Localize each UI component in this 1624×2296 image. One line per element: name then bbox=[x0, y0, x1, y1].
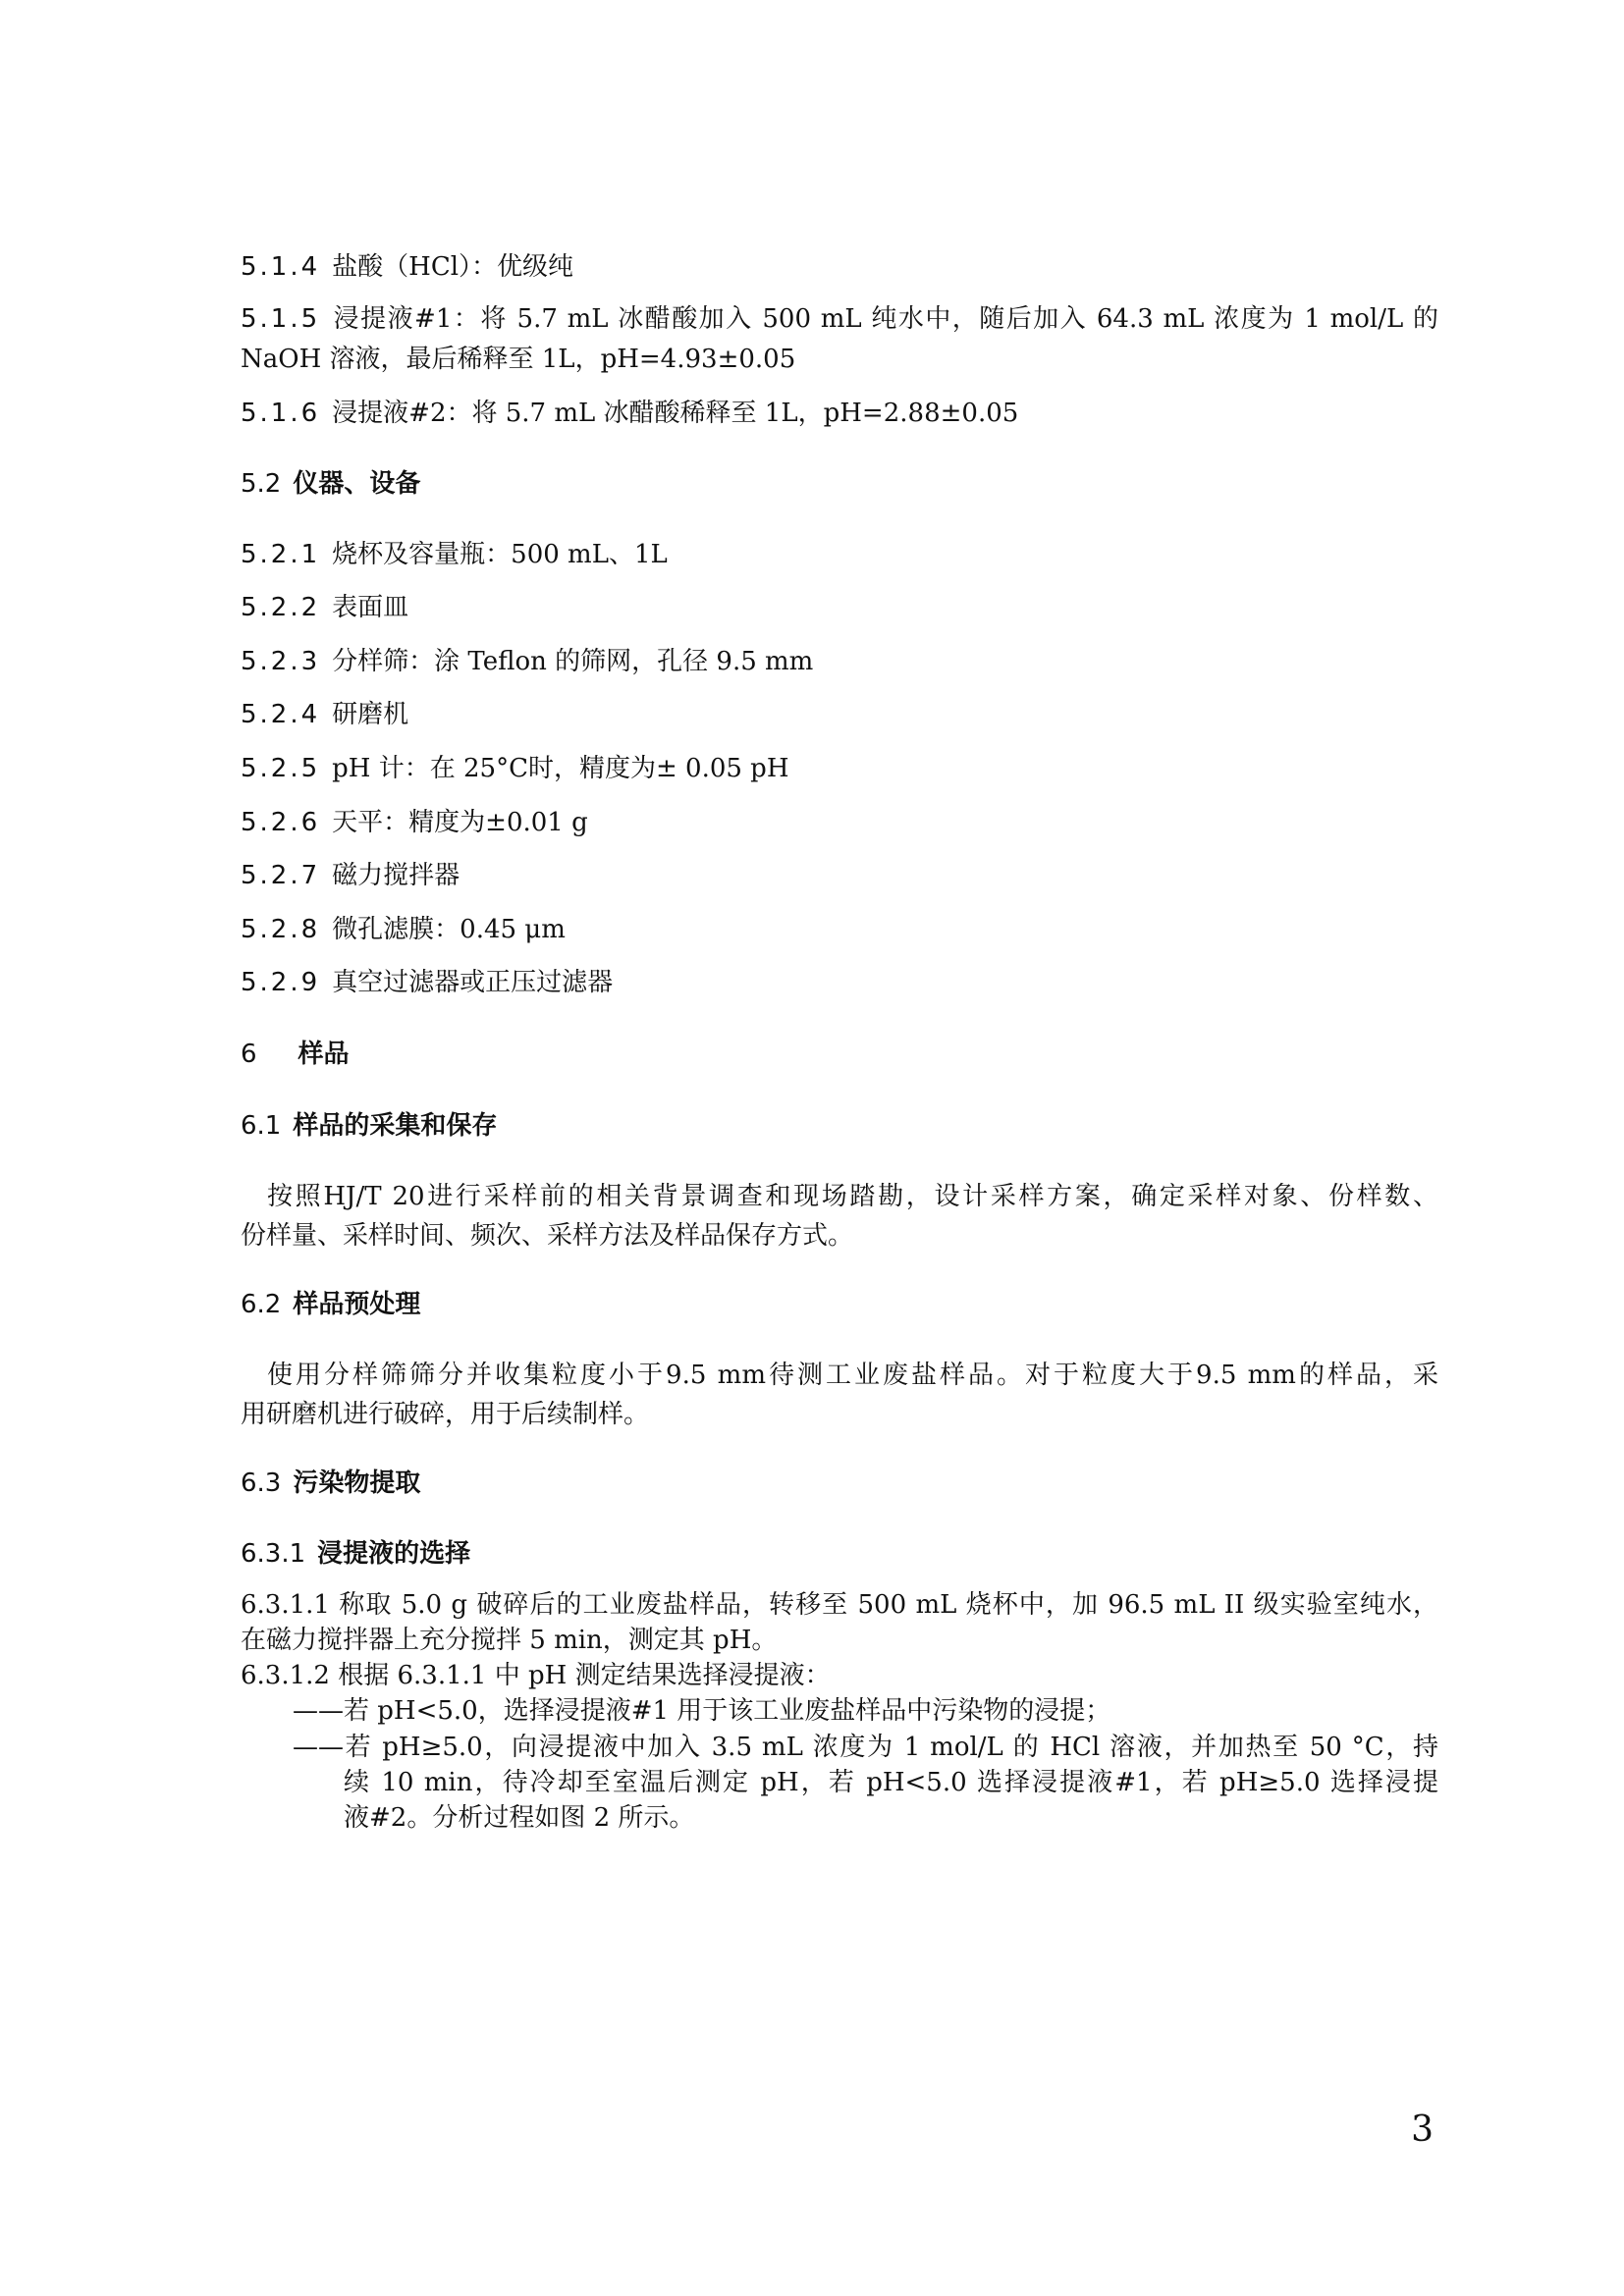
paragraph-6-1-line2: 份样量、采样时间、频次、采样方法及样品保存方式。 bbox=[241, 1221, 854, 1251]
item-5-2-6: 5.2.6 天平：精度为±0.01 g bbox=[241, 808, 588, 837]
clause-6-3-1-2: 6.3.1.2 根据 6.3.1.1 中 pH 测定结果选择浸提液： bbox=[241, 1661, 831, 1690]
section-heading-5-2: 5.2 仪器、设备 bbox=[241, 469, 421, 499]
dash-item-2-line2: 续 10 min，待冷却至室温后测定 pH，若 pH<5.0 选择浸提液#1，若 pH≥5.0 选择浸提 bbox=[344, 1768, 1438, 1797]
item-5-1-4: 5.1.4 盐酸（HCl）：优级纯 bbox=[241, 252, 574, 282]
item-5-2-5: 5.2.5 pH 计：在 25°C时，精度为± 0.05 pH bbox=[241, 754, 789, 783]
chapter-heading-6: 6 样品 bbox=[241, 1040, 350, 1069]
dash-item-2-line1: ——若 pH≥5.0，向浸提液中加入 3.5 mL 浓度为 1 mol/L 的 HCl 溶液，并加热至 50 °C，持 bbox=[293, 1733, 1438, 1762]
item-5-2-4: 5.2.4 研磨机 bbox=[241, 700, 409, 729]
dash-item-1: ——若 pH<5.0，选择浸提液#1 用于该工业废盐样品中污染物的浸提； bbox=[293, 1696, 1111, 1726]
item-5-1-6: 5.1.6 浸提液#2：将 5.7 mL 冰醋酸稀释至 1L，pH=2.88±0.05 bbox=[241, 399, 1019, 428]
paragraph-6-1-line1: 按照HJ/T 20进行采样前的相关背景调查和现场踏勘，设计采样方案，确定采样对象、份样数、 bbox=[267, 1182, 1438, 1211]
clause-6-3-1-1-line1: 6.3.1.1 称取 5.0 g 破碎后的工业废盐样品，转移至 500 mL 烧杯中，加 96.5 mL II 级实验室纯水， bbox=[241, 1590, 1438, 1620]
item-5-2-3: 5.2.3 分样筛：涂 Teflon 的筛网，孔径 9.5 mm bbox=[241, 647, 814, 676]
dash-item-2-line3: 液#2。分析过程如图 2 所示。 bbox=[344, 1803, 695, 1833]
item-5-2-9: 5.2.9 真空过滤器或正压过滤器 bbox=[241, 968, 614, 997]
section-heading-6-2: 6.2 样品预处理 bbox=[241, 1290, 421, 1319]
clause-6-3-1-1-line2: 在磁力搅拌器上充分搅拌 5 min，测定其 pH。 bbox=[241, 1626, 778, 1655]
item-5-2-7: 5.2.7 磁力搅拌器 bbox=[241, 861, 460, 890]
page-number: 3 bbox=[1411, 2109, 1434, 2150]
item-5-1-5-line2: NaOH 溶液，最后稀释至 1L，pH=4.93±0.05 bbox=[241, 345, 796, 374]
paragraph-6-2-line2: 用研磨机进行破碎，用于后续制样。 bbox=[241, 1400, 650, 1429]
paragraph-6-2-line1: 使用分样筛筛分并收集粒度小于9.5 mm待测工业废盐样品。对于粒度大于9.5 mm的样品，采 bbox=[267, 1361, 1438, 1390]
item-5-2-8: 5.2.8 微孔滤膜：0.45 μm bbox=[241, 915, 566, 944]
item-5-1-5-line1: 5.1.5 浸提液#1：将 5.7 mL 冰醋酸加入 500 mL 纯水中，随后加入 64.3 mL 浓度为 1 mol/L 的 bbox=[241, 304, 1438, 334]
item-5-2-2: 5.2.2 表面皿 bbox=[241, 593, 409, 622]
section-heading-6-3: 6.3 污染物提取 bbox=[241, 1468, 421, 1498]
subsection-heading-6-3-1: 6.3.1 浸提液的选择 bbox=[241, 1539, 471, 1569]
item-5-2-1: 5.2.1 烧杯及容量瓶：500 mL、1L bbox=[241, 540, 668, 569]
section-heading-6-1: 6.1 样品的采集和保存 bbox=[241, 1111, 498, 1141]
